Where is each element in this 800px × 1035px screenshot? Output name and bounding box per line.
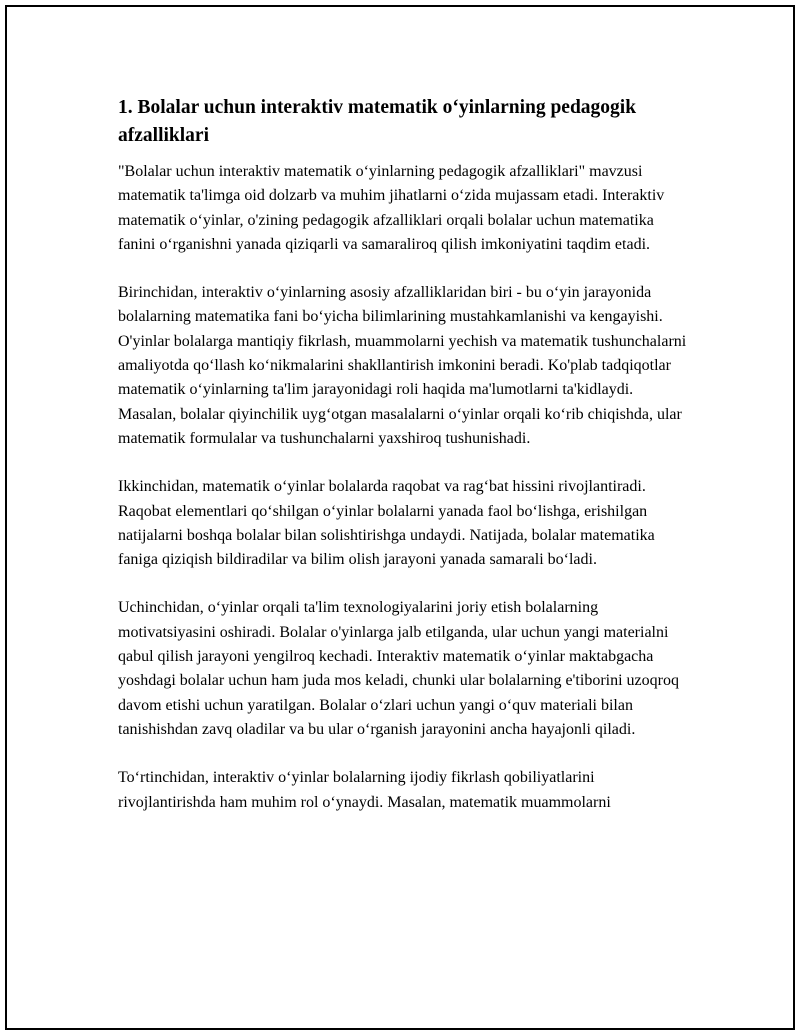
paragraph-third: Uchinchidan, o‘yinlar orqali ta'lim texnologiyalarini joriy etish bolalarning motivatsiyasini oshiradi. Bolalar o'yinlarga jalb etilganda, ular uchun yangi materialni qabul qilish jarayoni yengilroq kechadi. Interaktiv matematik o‘yinlar maktabgacha yoshdagi bolalar uchun ham juda mos keladi, chunki ular bolalarning e'tiborini uzoqroq davom etishi uchun yaratilgan. Bolalar o‘zlari uchun yangi o‘quv materiali bilan tanishishdan zavq oladilar va bu ular o‘rganish jarayonini ancha hayajonli qiladi. <box>118 599 679 738</box>
section-heading: 1. Bolalar uchun interaktiv matematik o‘yinlarning pedagogik afzalliklari <box>118 97 637 146</box>
paragraph-second: Ikkinchidan, matematik o‘yinlar bolalarda raqobat va rag‘bat hissini rivojlantiradi. Raqobat elementlari qo‘shilgan o‘yinlar bolalarni yanada faol bo‘lishga, erishilgan natijalarni boshqa bolalar bilan solishtirishga undaydi. Natijada, bolalar matematika faniga qiziqish bildiradilar va bilim olish jarayoni yanada samarali bo‘ladi. <box>118 478 655 569</box>
paragraph-fourth: To‘rtinchidan, interaktiv o‘yinlar bolalarning ijodiy fikrlash qobiliyatlarini rivojlantirishda ham muhim rol o‘ynaydi. Masalan, matematik muammolarni <box>118 769 611 811</box>
document-body <box>118 94 690 839</box>
paragraph-intro: "Bolalar uchun interaktiv matematik o‘yinlarning pedagogik afzalliklari" mavzusi matematik ta'limga oid dolzarb va muhim jihatlarni o‘zida mujassam etadi. Interaktiv matematik o‘yinlar, o'zining pedagogik afzalliklari orqali bolalar uchun matematika fanini o‘rganishni yanada qiziqarli va samaraliroq qilish imkoniyatini taqdim etadi. <box>118 163 665 253</box>
paragraph-first: Birinchidan, interaktiv o‘yinlarning asosiy afzalliklaridan biri - bu o‘yin jarayonida bolalarning matematika fani bo‘yicha bilimlarining mustahkamlanishi va kengayishi. O'yinlar bolalarga mantiqiy fikrlash, muammolarni yechish va matematik tushunchalarni amaliyotda qo‘llash ko‘nikmalarini shakllantirish imkonini beradi. Ko'plab tadqiqotlar matematik o‘yinlarning ta'lim jarayonidagi roli haqida ma'lumotlarni ta'kidlaydi. Masalan, bolalar qiyinchilik uyg‘otgan masalalarni o‘yinlar orqali ko‘rib chiqishda, ular matematik formulalar va tushunchalarni yaxshiroq tushunishadi. <box>118 284 687 447</box>
